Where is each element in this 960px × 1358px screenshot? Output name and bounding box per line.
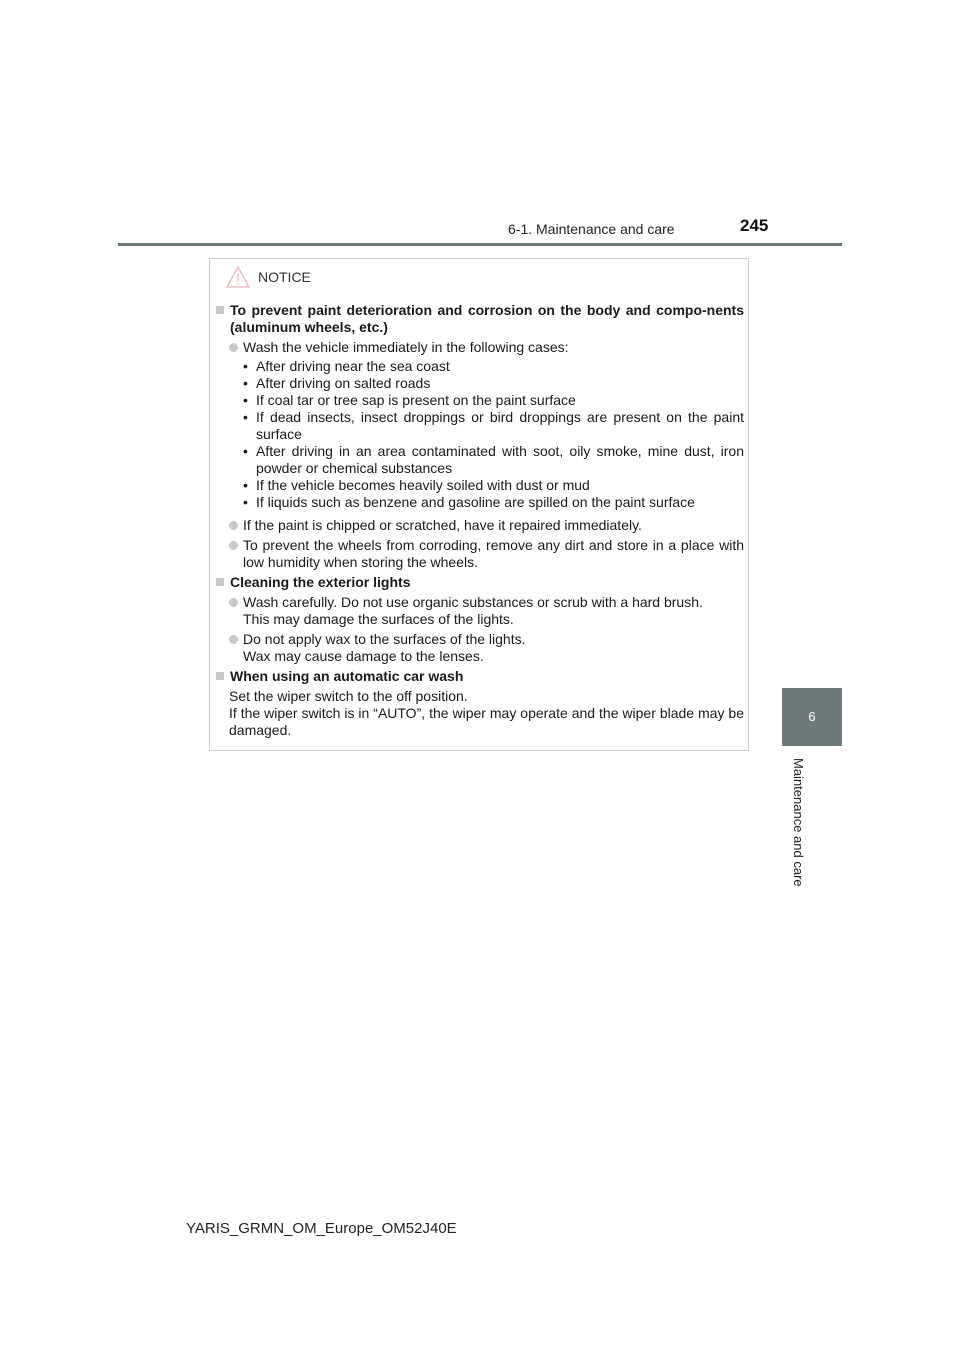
square-bullet-icon (216, 306, 224, 314)
chapter-tab: 6 (782, 688, 842, 746)
sub-list-item: • If the vehicle becomes heavily soiled with dust or mud (243, 477, 590, 493)
bullet-text: To prevent the wheels from corroding, remove any dirt and store in a place with low humidity when storing the wheels. (243, 537, 744, 570)
list-item (216, 537, 744, 571)
square-bullet-icon (216, 578, 224, 586)
sub-list (243, 358, 744, 511)
section-heading-paint (216, 302, 744, 336)
paragraph-line: Set the wiper switch to the off position. (229, 688, 468, 704)
bullet-text: Wash carefully. Do not use organic substances or scrub with a hard brush. (243, 594, 703, 610)
notice-label: NOTICE (258, 269, 311, 285)
section-heading-text: When using an automatic car wash (230, 668, 464, 684)
warning-triangle-icon (226, 266, 250, 288)
section-paragraph (216, 688, 744, 739)
page-number: 245 (740, 216, 769, 235)
list-item (216, 517, 744, 534)
notice-box (209, 258, 749, 751)
round-bullet-icon (229, 635, 238, 644)
section-heading-lights (216, 574, 744, 591)
sub-list-item: • If liquids such as benzene and gasoline are spilled on the paint surface (243, 494, 695, 510)
sub-list-item: • If dead insects, insect droppings or bird droppings are present on the paint surface (243, 409, 744, 442)
header-section-title: 6-1. Maintenance and care (508, 221, 675, 237)
sub-list-item: • After driving near the sea coast (243, 358, 450, 374)
sub-list-item: • After driving on salted roads (243, 375, 431, 391)
round-bullet-icon (229, 521, 238, 530)
section-heading-text: To prevent paint deterioration and corrosion on the body and compo-nents (aluminum wheels, etc.) (230, 302, 744, 335)
chapter-label: Maintenance and care (791, 758, 806, 887)
round-bullet-icon (229, 343, 238, 352)
paragraph-line: If the wiper switch is in “AUTO”, the wiper may operate and the wiper blade may be damaged. (229, 705, 744, 738)
section-heading-car-wash (216, 668, 744, 685)
section-heading-text: Cleaning the exterior lights (230, 574, 411, 590)
bullet-text: Do not apply wax to the surfaces of the lights. (243, 631, 526, 647)
header-rule (118, 243, 842, 246)
notice-body (216, 302, 744, 739)
bullet-text: Wax may cause damage to the lenses. (243, 648, 484, 664)
notice-header (226, 265, 311, 289)
footer-document-id: YARIS_GRMN_OM_Europe_OM52J40E (186, 1220, 457, 1237)
sub-list-item: • After driving in an area contaminated with soot, oily smoke, mine dust, iron powder or chemical substances (243, 443, 744, 476)
round-bullet-icon (229, 541, 238, 550)
bullet-text: Wash the vehicle immediately in the following cases: (243, 339, 569, 355)
bullet-text: If the paint is chipped or scratched, have it repaired immediately. (243, 517, 642, 533)
sub-list-item: • If coal tar or tree sap is present on the paint surface (243, 392, 576, 408)
square-bullet-icon (216, 672, 224, 680)
list-item (216, 631, 744, 665)
list-item (216, 594, 744, 628)
bullet-text: This may damage the surfaces of the lights. (243, 611, 514, 627)
round-bullet-icon (229, 598, 238, 607)
list-item (216, 339, 744, 514)
